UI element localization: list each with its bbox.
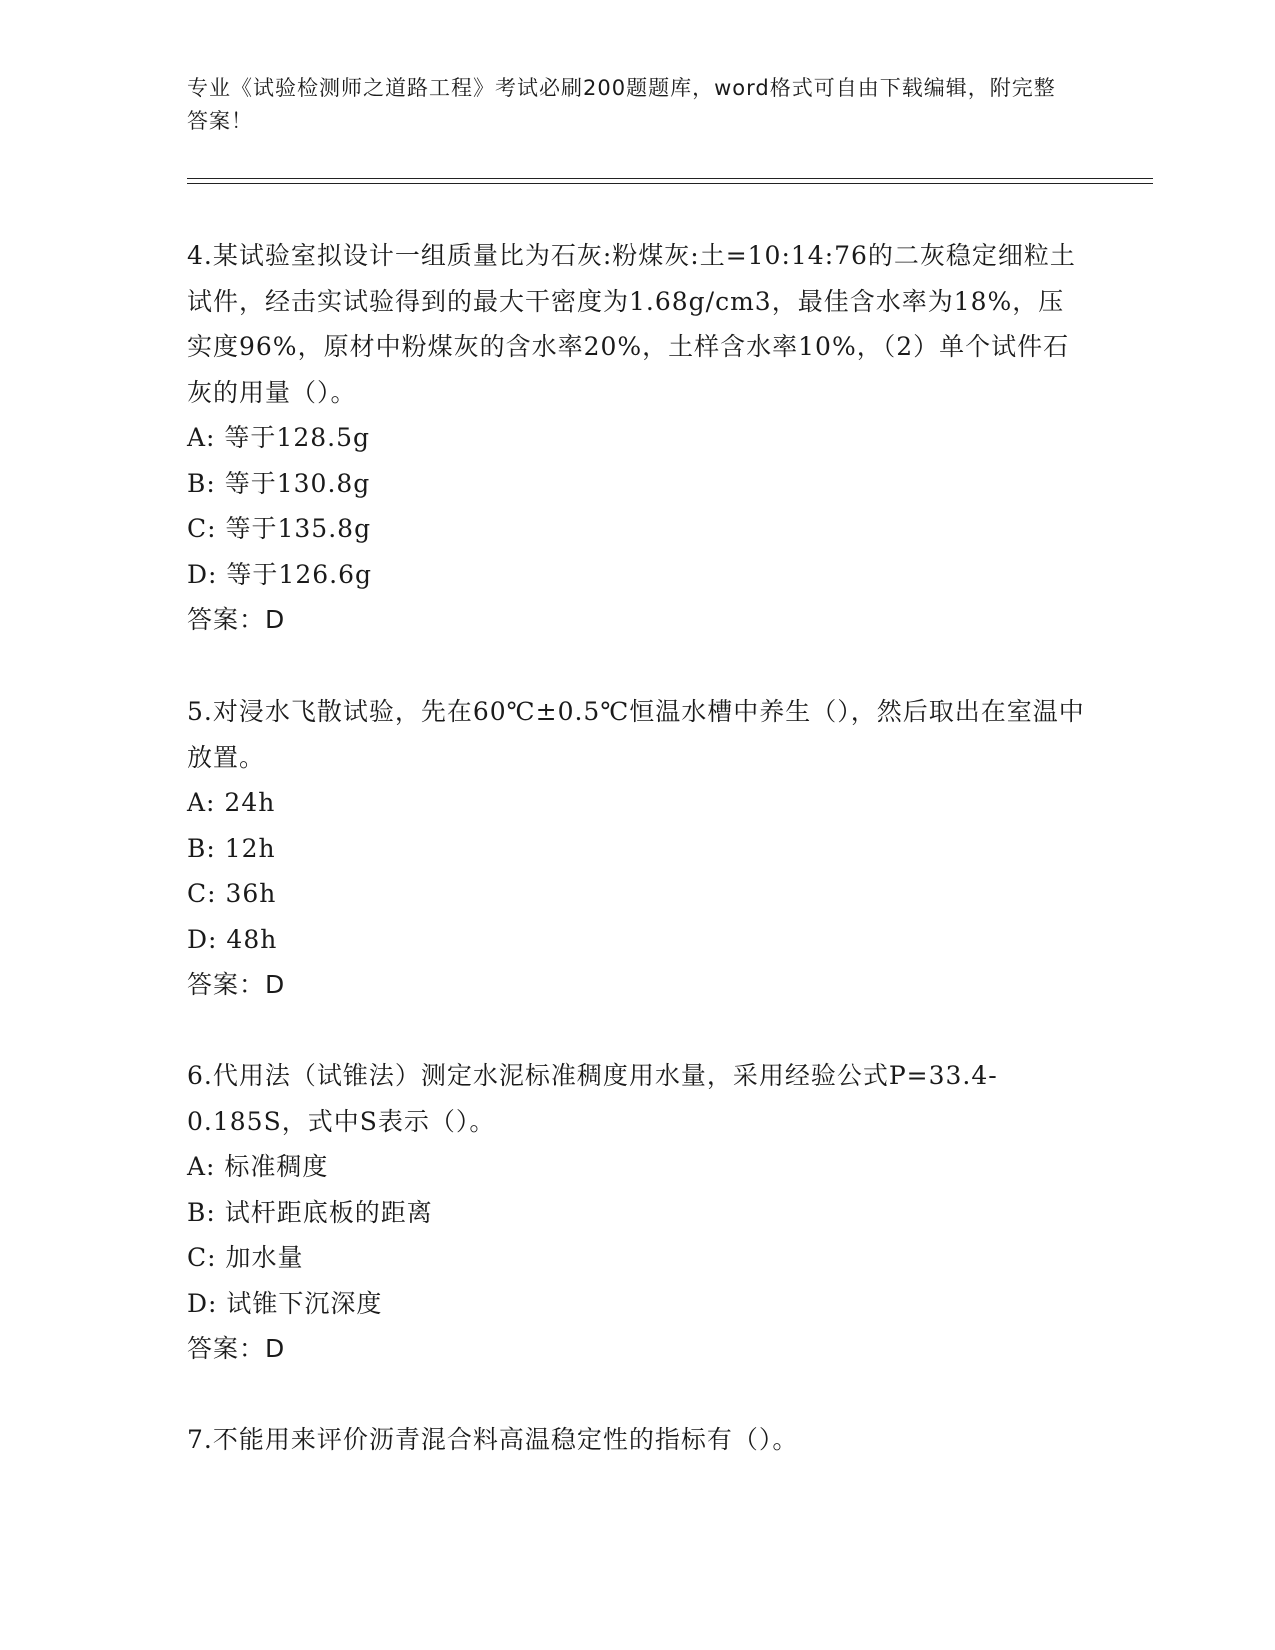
option-d: D: 试锥下沉深度: [187, 1288, 383, 1318]
question-7: [187, 1417, 1087, 1463]
question-stem: 6.代用法（试锥法）测定水泥标准稠度用水量，采用经验公式P=33.4-0.185S，式中S表示（）。: [187, 1061, 998, 1136]
header-divider-bottom: [187, 183, 1153, 184]
header-divider-top: [187, 178, 1153, 179]
question-6: [187, 1053, 1087, 1372]
answer: 答案：D: [187, 1334, 286, 1363]
option-c: C: 36h: [187, 879, 277, 908]
question-stem: 5.对浸水飞散试验，先在60℃±0.5℃恒温水槽中养生（），然后取出在室温中放置。: [187, 697, 1085, 772]
option-a: A: 等于128.5g: [187, 423, 370, 452]
option-a: A: 24h: [187, 788, 276, 817]
option-c: C: 等于135.8g: [187, 514, 372, 543]
option-d: D: 48h: [187, 924, 278, 954]
option-b: B: 12h: [187, 833, 276, 863]
question-stem: 4.某试验室拟设计一组质量比为石灰:粉煤灰:土=10:14:76的二灰稳定细粒土试件，经击实试验得到的最大干密度为1.68g/cm3，最佳含水率为18%，压实度96%，原材中粉煤灰的含水率20%，土样含水率10%，（2）单个试件石灰的用量（）。: [187, 241, 1076, 407]
option-a: A: 标准稠度: [187, 1152, 329, 1181]
question-4: [187, 233, 1087, 643]
question-5: [187, 689, 1087, 1008]
answer: 答案：D: [187, 970, 286, 999]
answer: 答案：D: [187, 605, 286, 634]
question-stem: 7.不能用来评价沥青混合料高温稳定性的指标有（）。: [187, 1425, 799, 1454]
option-b: B: 等于130.8g: [187, 468, 371, 498]
document-header: 专业《试验检测师之道路工程》考试必刷200题题库，word格式可自由下载编辑，附完整答案！: [187, 76, 1056, 133]
option-d: D: 等于126.6g: [187, 559, 372, 589]
option-b: B: 试杆距底板的距离: [187, 1197, 433, 1227]
option-c: C: 加水量: [187, 1243, 304, 1272]
